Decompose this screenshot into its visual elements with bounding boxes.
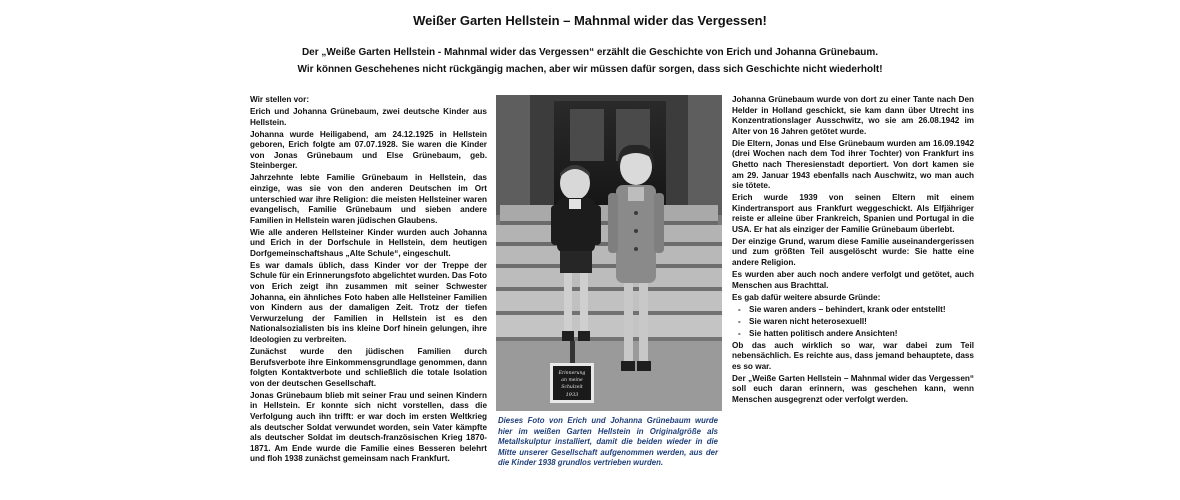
- intro-block: [0, 44, 1180, 78]
- text-paragraph: Ob das auch wirklich so war, war dabei zum Teil nebensächlich. Es reichte aus, dass jemand behauptete, dass es so war.: [732, 340, 974, 371]
- slate-line: Erinnerung: [558, 371, 586, 376]
- list-item: - Sie waren nicht heterosexuell!: [732, 317, 974, 328]
- reasons-list: [732, 305, 974, 340]
- text-paragraph: Die Eltern, Jonas und Else Grünebaum wurden am 16.09.1942 (drei Wochen nach dem Tod ihrer Tochter) von Frankfurt ins Ghetto nach Theresienstadt deportiert. Von dort kamen sie am 29. Januar 1943 ebenfalls nach Auschwitz, wo man auch sie tötete.: [732, 138, 974, 191]
- text-paragraph: Es war damals üblich, dass Kinder vor der Treppe der Schule für ein Erinnerungsfoto abgelichtet wurden. Das Foto von Erich zeigt ihn zusammen mit seiner Schwester Johanna, ein ähnliches Foto haben alle Hellsteiner Familien von Kindern aus der damaligen Zeit. Trotz der tiefen Verwurzelung der Familien in Hellstein ist es den Nationalsozialisten bis ins kleine Dorf hinein gelungen, ihre Ideologien zu verbreiten.: [250, 260, 487, 345]
- slate-line: Schulzeit: [561, 385, 583, 390]
- door-panel-left: [570, 109, 604, 161]
- slate-line: an meine: [561, 378, 583, 383]
- historic-photo: [496, 95, 722, 411]
- text-paragraph: Es wurden aber auch noch andere verfolgt und getötet, auch Menschen aus Brachttal.: [732, 270, 974, 290]
- text-paragraph: Es gab dafür weitere absurde Gründe:: [732, 292, 881, 302]
- text-paragraph: Erich und Johanna Grünebaum, zwei deutsche Kinder aus Hellstein.: [250, 106, 487, 127]
- text-paragraph: Jonas Grünebaum blieb mit seiner Frau und seinen Kindern in Hellstein. Er konnte sich nicht vorstellen, dass die Verfolgung auch ihn trifft: er war doch im ersten Weltkrieg als deutscher Soldat verwundet worden, sein Vater kämpfte als deutscher Soldat im deutsch-französischen Krieg 1870-1871. Am Ende wurde die Familie eines Besseren belehrt und floh 1938 zunächst gemeinsam nach Frankfurt.: [250, 390, 487, 464]
- photo-caption: Dieses Foto von Erich und Johanna Grünebaum wurde hier im weißen Garten Hellstein in Originalgröße als Metallskulptur installiert, damit die beiden wieder in die Mitte unserer Gesellschaft aufgenommen werden, aus der die Kinder 1938 grundlos vertrieben wurden.: [498, 416, 718, 467]
- text-paragraph: Der einzige Grund, warum diese Familie auseinandergerissen und zum größten Teil ausgelöscht wurde: Sie hatte eine andere Religion.: [732, 236, 974, 268]
- wall-left: [496, 95, 530, 215]
- text-paragraph: Zunächst wurde den jüdischen Familien durch Berufsverbote ihre Einkommensgrundlage genommen, dann folgten Kontaktverbote und schließlich die totale Isolation von der deutschen Gesellschaft.: [250, 347, 487, 388]
- chalk-slate: [550, 363, 594, 403]
- intro-line: Wir können Geschehenes nicht rückgängig machen, aber wir müssen dafür sorgen, dass sich Geschichte nicht wiederholt!: [297, 64, 883, 75]
- text-paragraph: Wie alle anderen Hellsteiner Kinder wurden auch Johanna und Erich in der Dorfschule in Hellstein, dem heutigen Dorfgemeinschaftshaus „Alte Schule“, eingeschult.: [250, 227, 487, 258]
- photo-illustration: [496, 95, 722, 411]
- text-paragraph: Jahrzehnte lebte Familie Grünebaum in Hellstein, das einzige, was sie von den anderen Deutschen im Ort unterschied war ihre Religion: die meisten Hellsteiner waren evangelisch, Familie Grünebaum und sieben andere Familien in Hellstein waren jüdischen Glaubens.: [250, 173, 487, 225]
- intro-line: Der „Weiße Garten Hellstein - Mahnmal wider das Vergessen“ erzählt die Geschichte von Erich und Johanna Grünebaum.: [301, 47, 879, 58]
- wall-right: [688, 95, 722, 215]
- text-paragraph: Wir stellen vor:: [250, 95, 310, 104]
- page-title: Weißer Garten Hellstein – Mahnmal wider das Vergessen!: [413, 13, 767, 28]
- right-text-column: [732, 95, 974, 407]
- list-item: - Sie hatten politisch andere Ansichten!: [732, 329, 974, 340]
- left-text-column: [250, 95, 487, 466]
- text-paragraph: Erich wurde 1939 von seinen Eltern mit einem Kindertransport aus Frankfurt weggeschickt. Als Elfjähriger reiste er alleine über Frankreich, Spanien und Portugal in die USA. Er hat als einziger der Familie Grünebaum überlebt.: [732, 193, 974, 234]
- text-paragraph: Der „Weiße Garten Hellstein – Mahnmal wider das Vergessen“ soll euch daran erinnern, was geschehen kann, wenn Menschen ausgegrenzt oder verfolgt werden.: [732, 373, 974, 404]
- text-paragraph: Johanna Grünebaum wurde von dort zu einer Tante nach Den Helder in Holland geschickt, sie kam dann über Utrecht ins Konzentrationslager Ausschwitz, wo sie am 26.08.1942 im Alter von 16 Jahren getötet wurde.: [732, 95, 974, 136]
- list-item: - Sie waren anders – behindert, krank oder entstellt!: [732, 305, 974, 316]
- slate-line: 1933: [565, 392, 579, 398]
- text-paragraph: Johanna wurde Heiligabend, am 24.12.1925 in Hellstein geboren, Erich folgte am 07.07.1928. Sie waren die Kinder von Jonas Grünebaum und Else Grünebaum, geb. Steinberger.: [250, 129, 487, 171]
